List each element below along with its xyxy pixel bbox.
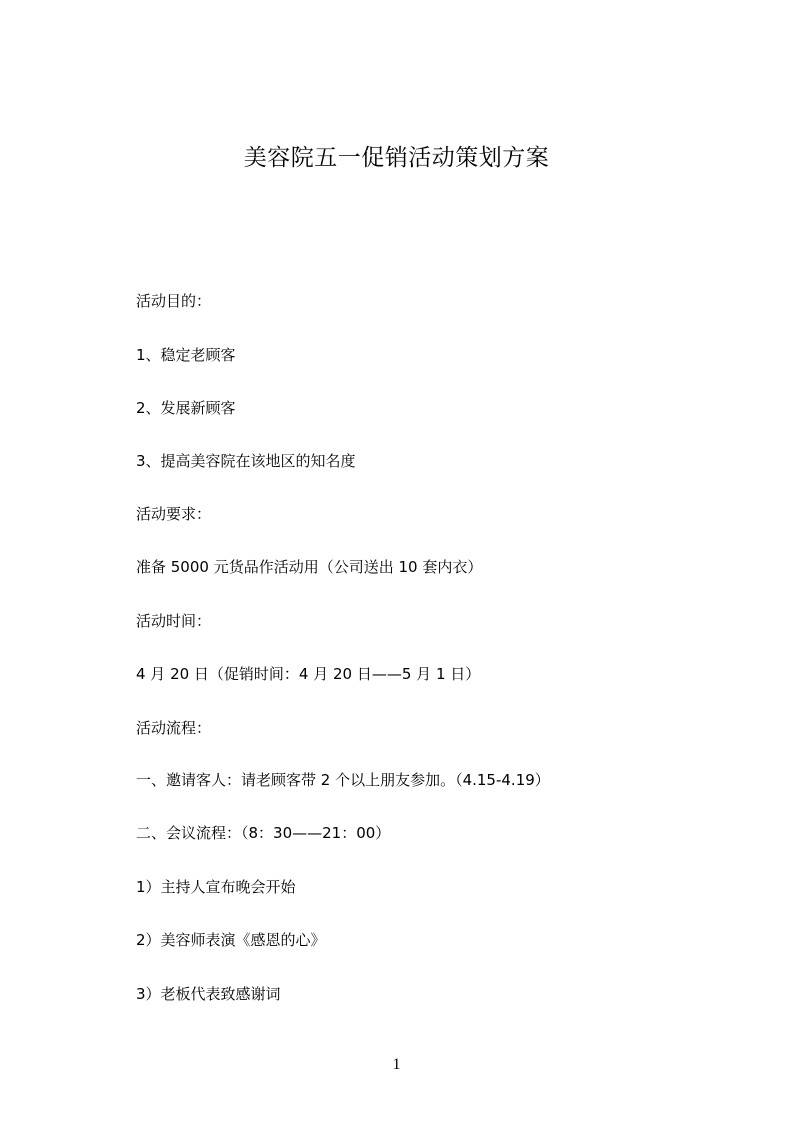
paragraph-line: 4 月 20 日（促销时间：4 月 20 日——5 月 1 日）	[136, 665, 481, 683]
paragraph-line: 3、提高美容院在该地区的知名度	[136, 452, 356, 470]
paragraph-line: 二、会议流程：（8：30——21：00）	[136, 824, 391, 842]
paragraph-line: 准备 5000 元货品作活动用（公司送出 10 套内衣）	[136, 558, 483, 576]
section-heading-purpose: 活动目的：	[136, 292, 212, 310]
page-number: 1	[392, 1056, 401, 1073]
paragraph-line: 2、发展新顾客	[136, 399, 236, 417]
paragraph-line: 1）主持人宣布晚会开始	[136, 878, 296, 896]
section-heading-time: 活动时间：	[136, 612, 212, 630]
paragraph-line: 1、稳定老顾客	[136, 346, 236, 364]
section-heading-requirements: 活动要求：	[136, 505, 212, 523]
section-heading-process: 活动流程：	[136, 719, 212, 737]
document-title: 美容院五一促销活动策划方案	[243, 145, 550, 171]
paragraph-line: 一、邀请客人：请老顾客带 2 个以上朋友参加。（4.15-4.19）	[136, 771, 550, 789]
paragraph-line: 2）美容师表演《感恩的心》	[136, 931, 326, 949]
paragraph-line: 3）老板代表致感谢词	[136, 985, 281, 1003]
